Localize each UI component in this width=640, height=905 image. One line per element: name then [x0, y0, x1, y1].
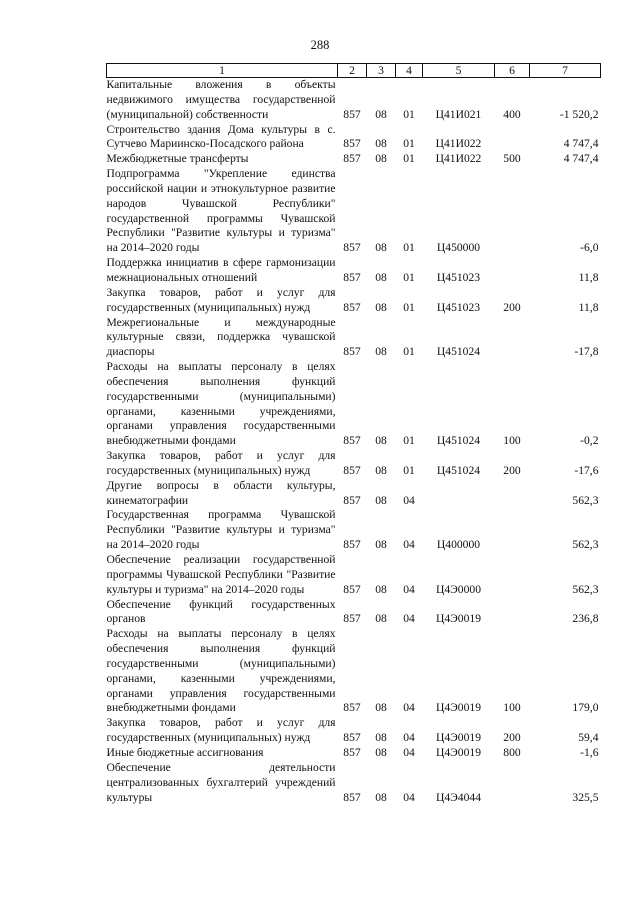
row-name-cell: Строительство здания Дома культуры в с. Сутчево Мариинско-Посадского района	[106, 122, 336, 151]
row-sum-cell: -6,0	[580, 241, 599, 255]
row-vr-cell	[495, 598, 530, 628]
row-vr-cell	[495, 316, 530, 361]
row-sum-cell: 179,0	[572, 701, 599, 715]
row-name-cell: Государственная программа Чувашской Республики "Развитие культуры и туризма" на 2014–2020 годы	[106, 508, 336, 552]
table-row	[107, 761, 601, 806]
row-gr-cell: 857	[343, 300, 361, 314]
row-sum-cell: 59,4	[578, 731, 599, 745]
row-csr-cell: Ц41И022	[435, 137, 482, 151]
row-name-cell: Закупка товаров, работ и услуг для государственных (муниципальных) нужд	[106, 716, 336, 745]
row-vr-cell	[495, 761, 530, 806]
row-name-cell: Поддержка инициатив в сфере гармонизации межнациональных отношений	[106, 256, 336, 284]
row-sum-cell: 4 747,4	[563, 137, 599, 151]
row-gr-cell: 857	[343, 152, 361, 166]
row-pr-cell: 04	[403, 731, 415, 745]
row-gr-cell: 857	[343, 612, 361, 626]
row-csr-cell: Ц4Э0019	[435, 612, 481, 626]
row-rz-cell: 08	[375, 300, 387, 314]
page-number: 288	[310, 38, 330, 52]
row-pr-cell: 01	[403, 345, 415, 359]
row-rz-cell: 08	[375, 493, 387, 507]
row-vr-cell: 800	[503, 745, 521, 759]
row-vr-cell	[495, 167, 530, 256]
row-pr-cell: 04	[403, 745, 415, 759]
row-gr-cell: 857	[343, 731, 361, 745]
row-sum-cell: -1 520,2	[559, 107, 599, 121]
row-vr-cell	[495, 479, 530, 509]
row-gr-cell: 857	[343, 493, 361, 507]
row-rz-cell: 08	[375, 745, 387, 759]
row-rz-cell: 08	[375, 345, 387, 359]
row-sum-cell: -17,8	[574, 345, 599, 359]
header-col-3: 3	[367, 64, 396, 78]
row-sum-cell: 562,3	[572, 582, 599, 596]
row-sum-cell: 562,3	[572, 493, 599, 507]
row-pr-cell: 04	[403, 582, 415, 596]
table-row	[107, 316, 601, 361]
header-col-7: 7	[530, 64, 601, 78]
row-csr-cell: Ц450000	[436, 241, 481, 255]
row-name-cell: Обеспечение реализации государственной программы Чувашской Республики "Развитие культуры и туризма" на 2014–2020 годы	[106, 553, 336, 596]
row-gr-cell: 857	[343, 701, 361, 715]
table-row	[107, 479, 601, 509]
row-name-cell: Иные бюджетные ассигнования	[106, 745, 264, 759]
row-csr-cell: Ц4Э0019	[435, 731, 481, 745]
row-pr-cell: 01	[403, 107, 415, 121]
table-row	[107, 746, 601, 761]
row-gr-cell: 857	[343, 745, 361, 759]
row-gr-cell: 857	[343, 137, 361, 151]
row-vr-cell: 200	[503, 300, 521, 314]
row-sum-cell: -1,6	[580, 745, 599, 759]
row-pr-cell: 04	[403, 790, 415, 804]
row-vr-cell	[495, 123, 530, 153]
table-row	[107, 123, 601, 153]
row-sum-cell: 11,8	[578, 270, 599, 284]
row-sum-cell: 236,8	[572, 612, 599, 626]
row-gr-cell: 857	[343, 345, 361, 359]
row-csr-cell: Ц41И022	[435, 152, 482, 166]
row-name-cell: Расходы на выплаты персоналу в целях обеспечения выполнения функций государственными (муниципальными) органами, казенными учреждениями, органами управления государственными внебюджетными фондами	[106, 360, 336, 448]
row-pr-cell: 04	[403, 538, 415, 552]
row-rz-cell: 08	[375, 538, 387, 552]
row-pr-cell: 04	[403, 701, 415, 715]
row-rz-cell: 08	[375, 434, 387, 448]
header-col-5: 5	[423, 64, 495, 78]
row-name-cell: Закупка товаров, работ и услуг для государственных (муниципальных) нужд	[106, 449, 336, 477]
row-vr-cell: 100	[503, 434, 521, 448]
row-sum-cell: 11,8	[578, 300, 599, 314]
row-gr-cell: 857	[343, 107, 361, 121]
row-rz-cell: 08	[375, 137, 387, 151]
row-csr-cell: Ц400000	[436, 538, 481, 552]
row-csr-cell: Ц451024	[436, 434, 481, 448]
row-rz-cell: 08	[375, 790, 387, 804]
row-csr-cell: Ц451023	[436, 300, 481, 314]
row-pr-cell: 01	[403, 241, 415, 255]
budget-table	[106, 63, 601, 805]
header-col-4: 4	[396, 64, 423, 78]
row-rz-cell: 08	[375, 582, 387, 596]
row-name-cell: Обеспечение деятельности централизованных бухгалтерий учреждений культуры	[106, 760, 336, 804]
row-name-cell: Межбюджетные трансферты	[106, 152, 249, 166]
table-row	[107, 598, 601, 628]
row-name-cell: Капитальные вложения в объекты недвижимого имущества государственной (муниципальной) собственности	[106, 78, 336, 121]
row-gr-cell: 857	[343, 241, 361, 255]
row-gr-cell: 857	[343, 790, 361, 804]
row-name-cell: Другие вопросы в области культуры, кинематографии	[106, 478, 336, 507]
table-row	[107, 716, 601, 746]
row-csr-cell: Ц4Э4044	[435, 790, 481, 804]
row-csr-cell	[423, 479, 495, 509]
row-sum-cell: -17,6	[574, 463, 599, 477]
row-vr-cell: 100	[503, 701, 521, 715]
row-gr-cell: 857	[343, 582, 361, 596]
table-body	[107, 78, 601, 806]
row-rz-cell: 08	[375, 731, 387, 745]
row-name-cell: Межрегиональные и международные культурные связи, поддержка чувашской диаспоры	[106, 315, 336, 359]
row-name-cell: Обеспечение функций государственных органов	[106, 597, 336, 626]
row-vr-cell: 400	[503, 107, 521, 121]
header-col-6: 6	[495, 64, 530, 78]
table-row	[107, 256, 601, 286]
row-rz-cell: 08	[375, 612, 387, 626]
table-row	[107, 360, 601, 449]
row-csr-cell: Ц4Э0000	[435, 582, 481, 596]
row-sum-cell: 562,3	[572, 538, 599, 552]
row-csr-cell: Ц451023	[436, 270, 481, 284]
row-csr-cell: Ц4Э0019	[435, 745, 481, 759]
row-pr-cell: 01	[403, 300, 415, 314]
row-rz-cell: 08	[375, 107, 387, 121]
row-pr-cell: 01	[403, 152, 415, 166]
table-row	[107, 152, 601, 167]
row-pr-cell: 04	[403, 612, 415, 626]
table-row	[107, 78, 601, 123]
row-vr-cell	[495, 553, 530, 598]
row-csr-cell: Ц4Э0019	[435, 701, 481, 715]
table-row	[107, 627, 601, 716]
row-gr-cell: 857	[343, 270, 361, 284]
row-rz-cell: 08	[375, 270, 387, 284]
row-rz-cell: 08	[375, 463, 387, 477]
row-pr-cell: 01	[403, 463, 415, 477]
header-col-1: 1	[107, 64, 338, 78]
row-rz-cell: 08	[375, 152, 387, 166]
row-csr-cell: Ц451024	[436, 345, 481, 359]
table-row	[107, 286, 601, 316]
row-gr-cell: 857	[343, 538, 361, 552]
row-vr-cell	[495, 508, 530, 553]
row-csr-cell: Ц451024	[436, 463, 481, 477]
row-pr-cell: 01	[403, 270, 415, 284]
table-header	[107, 64, 601, 78]
table-row	[107, 449, 601, 479]
row-gr-cell: 857	[343, 434, 361, 448]
row-rz-cell: 08	[375, 241, 387, 255]
row-sum-cell: -0,2	[580, 434, 599, 448]
row-vr-cell: 200	[503, 463, 521, 477]
row-rz-cell: 08	[375, 701, 387, 715]
row-sum-cell: 4 747,4	[563, 152, 599, 166]
header-col-2: 2	[338, 64, 367, 78]
table-row	[107, 508, 601, 553]
row-name-cell: Подпрограмма "Укрепление единства российской нации и этнокультурное развитие народов Чувашской Республики" государственной программы Чувашской Республики "Развитие культуры и туризма" на 2014–2020 годы	[106, 167, 336, 255]
row-vr-cell: 500	[503, 152, 521, 166]
row-name-cell: Расходы на выплаты персоналу в целях обеспечения выполнения функций государственными (муниципальными) органами, казенными учреждениями, органами управления государственными внебюджетными фондами	[106, 627, 336, 715]
table-row	[107, 553, 601, 598]
row-gr-cell: 857	[343, 463, 361, 477]
row-csr-cell: Ц41И021	[435, 107, 482, 121]
table-row	[107, 167, 601, 256]
row-sum-cell: 325,5	[572, 790, 599, 804]
row-pr-cell: 04	[403, 493, 415, 507]
row-vr-cell	[495, 256, 530, 286]
row-pr-cell: 01	[403, 137, 415, 151]
row-name-cell: Закупка товаров, работ и услуг для государственных (муниципальных) нужд	[106, 285, 336, 314]
row-vr-cell: 200	[503, 731, 521, 745]
row-pr-cell: 01	[403, 434, 415, 448]
